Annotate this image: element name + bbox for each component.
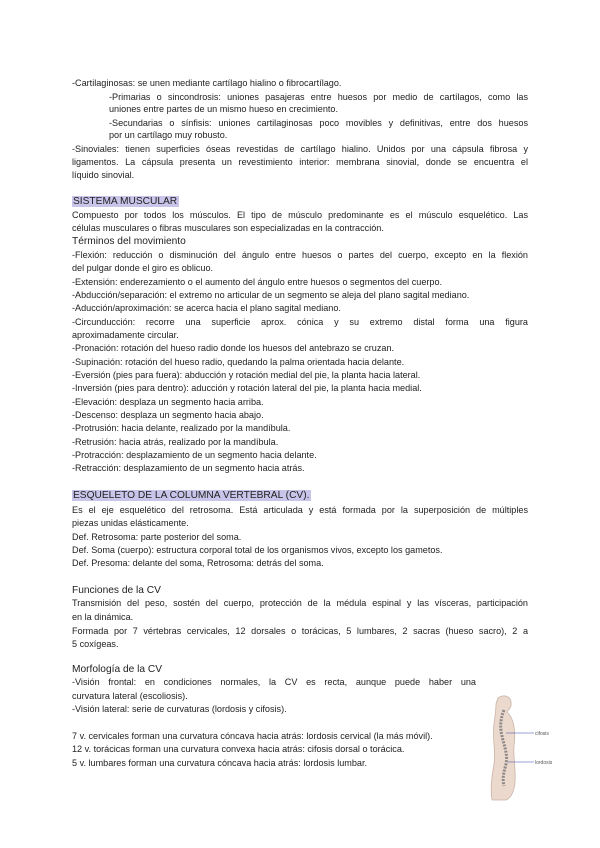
text-descenso: -Descenso: desplaza un segmento hacia abajo. [72,410,264,420]
text-flexion-1: -Flexión: reducción o disminución del ángulo entre huesos o partes del cuerpo, excepto en la flexión [72,250,528,260]
text-sinoviales-2: ligamentos. La cápsula presenta un revestimiento interior: membrana sinovial, donde se encuentra el [72,157,528,167]
text-primarias-1: -Primarias o sincondrosis: uniones pasajeras entre huesos por medio de cartílagos, como las [109,92,528,102]
text-muscular-p1-1: Compuesto por todos los músculos. El tipo de músculo predominante es el músculo esquelético. Las [72,210,528,220]
text-circunduccion-2: aproximadamente circular. [72,330,179,340]
text-columna-p1-1: Es el eje esquelético del retrosoma. Está articulada y está formada por la superposición de múltiples [72,505,528,515]
text-curvatura-toracica: 12 v. torácicas forman una curvatura convexa hacia atrás: cifosis dorsal o torácica. [72,744,405,754]
text-funciones-1: Transmisión del peso, sostén del cuerpo, protección de la médula espinal y las vísceras, participación [72,598,528,608]
text-secundarias-2: por un cartílago muy robusto. [109,130,228,140]
subheading-morfologia-cv: Morfología de la CV [72,664,163,675]
text-sinoviales-1: -Sinoviales: tienen superficies óseas revestidas de cartílago hialino. Unidos por una cápsula fibrosa y [72,144,528,154]
text-vision-frontal-1: -Visión frontal: en condiciones normales, la CV es recta, aunque puede haber una [72,677,476,687]
text-flexion-2: del pulgar donde el giro es oblicuo. [72,263,214,273]
heading-sistema-muscular-text: SISTEMA MUSCULAR [73,196,178,207]
text-def-soma: Def. Soma (cuerpo): estructura corporal total de los organismos vivos, excepto los gametos. [72,545,443,555]
text-retraccion: -Retracción: desplazamiento de un segmento hacia atrás. [72,463,305,473]
text-cartilaginosas: -Cartilaginosas: se unen mediante cartílago hialino o fibrocartílago. [72,78,342,88]
heading-columna-vertebral [72,490,528,501]
subheading-funciones-cv: Funciones de la CV [72,585,161,596]
spine-illustration [484,692,556,802]
text-secundarias-1: -Secundarias o sínfisis: uniones cartilaginosas poco movibles y definitivas, entre dos huesos [109,118,528,128]
lordosis-label: lordosis [535,760,553,766]
text-pronacion: -Pronación: rotación del hueso radio donde los huesos del antebrazo se cruzan. [72,343,395,353]
text-curvatura-cervical: 7 v. cervicales forman una curvatura cóncava hacia atrás: lordosis cervical (la más móvil). [72,731,433,741]
subheading-terminos-movimiento: Términos del movimiento [72,236,186,247]
text-muscular-p1-2: células musculares o fibras musculares son especializadas en la contracción. [72,223,384,233]
text-def-retrosoma: Def. Retrosoma: parte posterior del soma. [72,532,242,542]
text-def-presoma: Def. Presoma: delante del soma, Retrosoma: detrás del soma. [72,558,324,568]
text-aduccion: -Aducción/aproximación: se acerca hacia el plano sagital mediano. [72,303,341,313]
text-supinacion: -Supinación: rotación del hueso radio, quedando la palma orientada hacia delante. [72,357,405,367]
text-inversion: -Inversión (pies para dentro): aducción y rotación lateral del pie, la planta hacia medial. [72,383,422,393]
text-circunduccion-1: -Circunducción: recorre una superficie aprox. cónica y su extremo distal forma una figura [72,317,528,327]
heading-sistema-muscular [72,196,528,207]
text-curvatura-lumbar: 5 v. lumbares forman una curvatura cóncava hacia atrás: lordosis lumbar. [72,758,368,768]
text-columna-p1-2: piezas unidas elásticamente. [72,518,189,528]
text-primarias-2: uniones entre partes de un mismo hueso en crecimiento. [109,104,338,114]
text-extension: -Extensión: enderezamiento o el aumento del ángulo entre huesos o segmentos del cuerpo. [72,277,443,287]
text-elevacion: -Elevación: desplaza un segmento hacia arriba. [72,397,264,407]
text-protrusion: -Protrusión: hacia delante, realizado por la mandíbula. [72,423,291,433]
text-protraccion: -Protracción: desplazamiento de un segmento hacia delante. [72,450,317,460]
text-retrusion: -Retrusión: hacia atrás, realizado por la mandíbula. [72,437,279,447]
spine-figure [484,692,556,802]
text-vision-frontal-2: curvatura lateral (escoliosis). [72,691,188,701]
text-funciones-2: en la dinámica. [72,612,134,622]
text-sinoviales-3: líquido sinovial. [72,170,135,180]
text-formada-2: 5 coxígeas. [72,639,119,649]
text-formada-1: Formada por 7 vértebras cervicales, 12 dorsales o torácicas, 5 lumbares, 2 sacras (hueso sacro), 2 a [72,626,528,636]
cifosis-label: cifosis [535,731,549,737]
text-vision-lateral: -Visión lateral: serie de curvaturas (lordosis y cifosis). [72,704,287,714]
text-abduccion: -Abducción/separación: el extremo no articular de un segmento se aleja del plano sagital mediano. [72,290,470,300]
text-eversion: -Eversión (pies para fuera): abducción y rotación medial del pie, la planta hacia lateral. [72,370,421,380]
heading-columna-vertebral-text: ESQUELETO DE LA COLUMNA VERTEBRAL (CV). [73,490,310,501]
